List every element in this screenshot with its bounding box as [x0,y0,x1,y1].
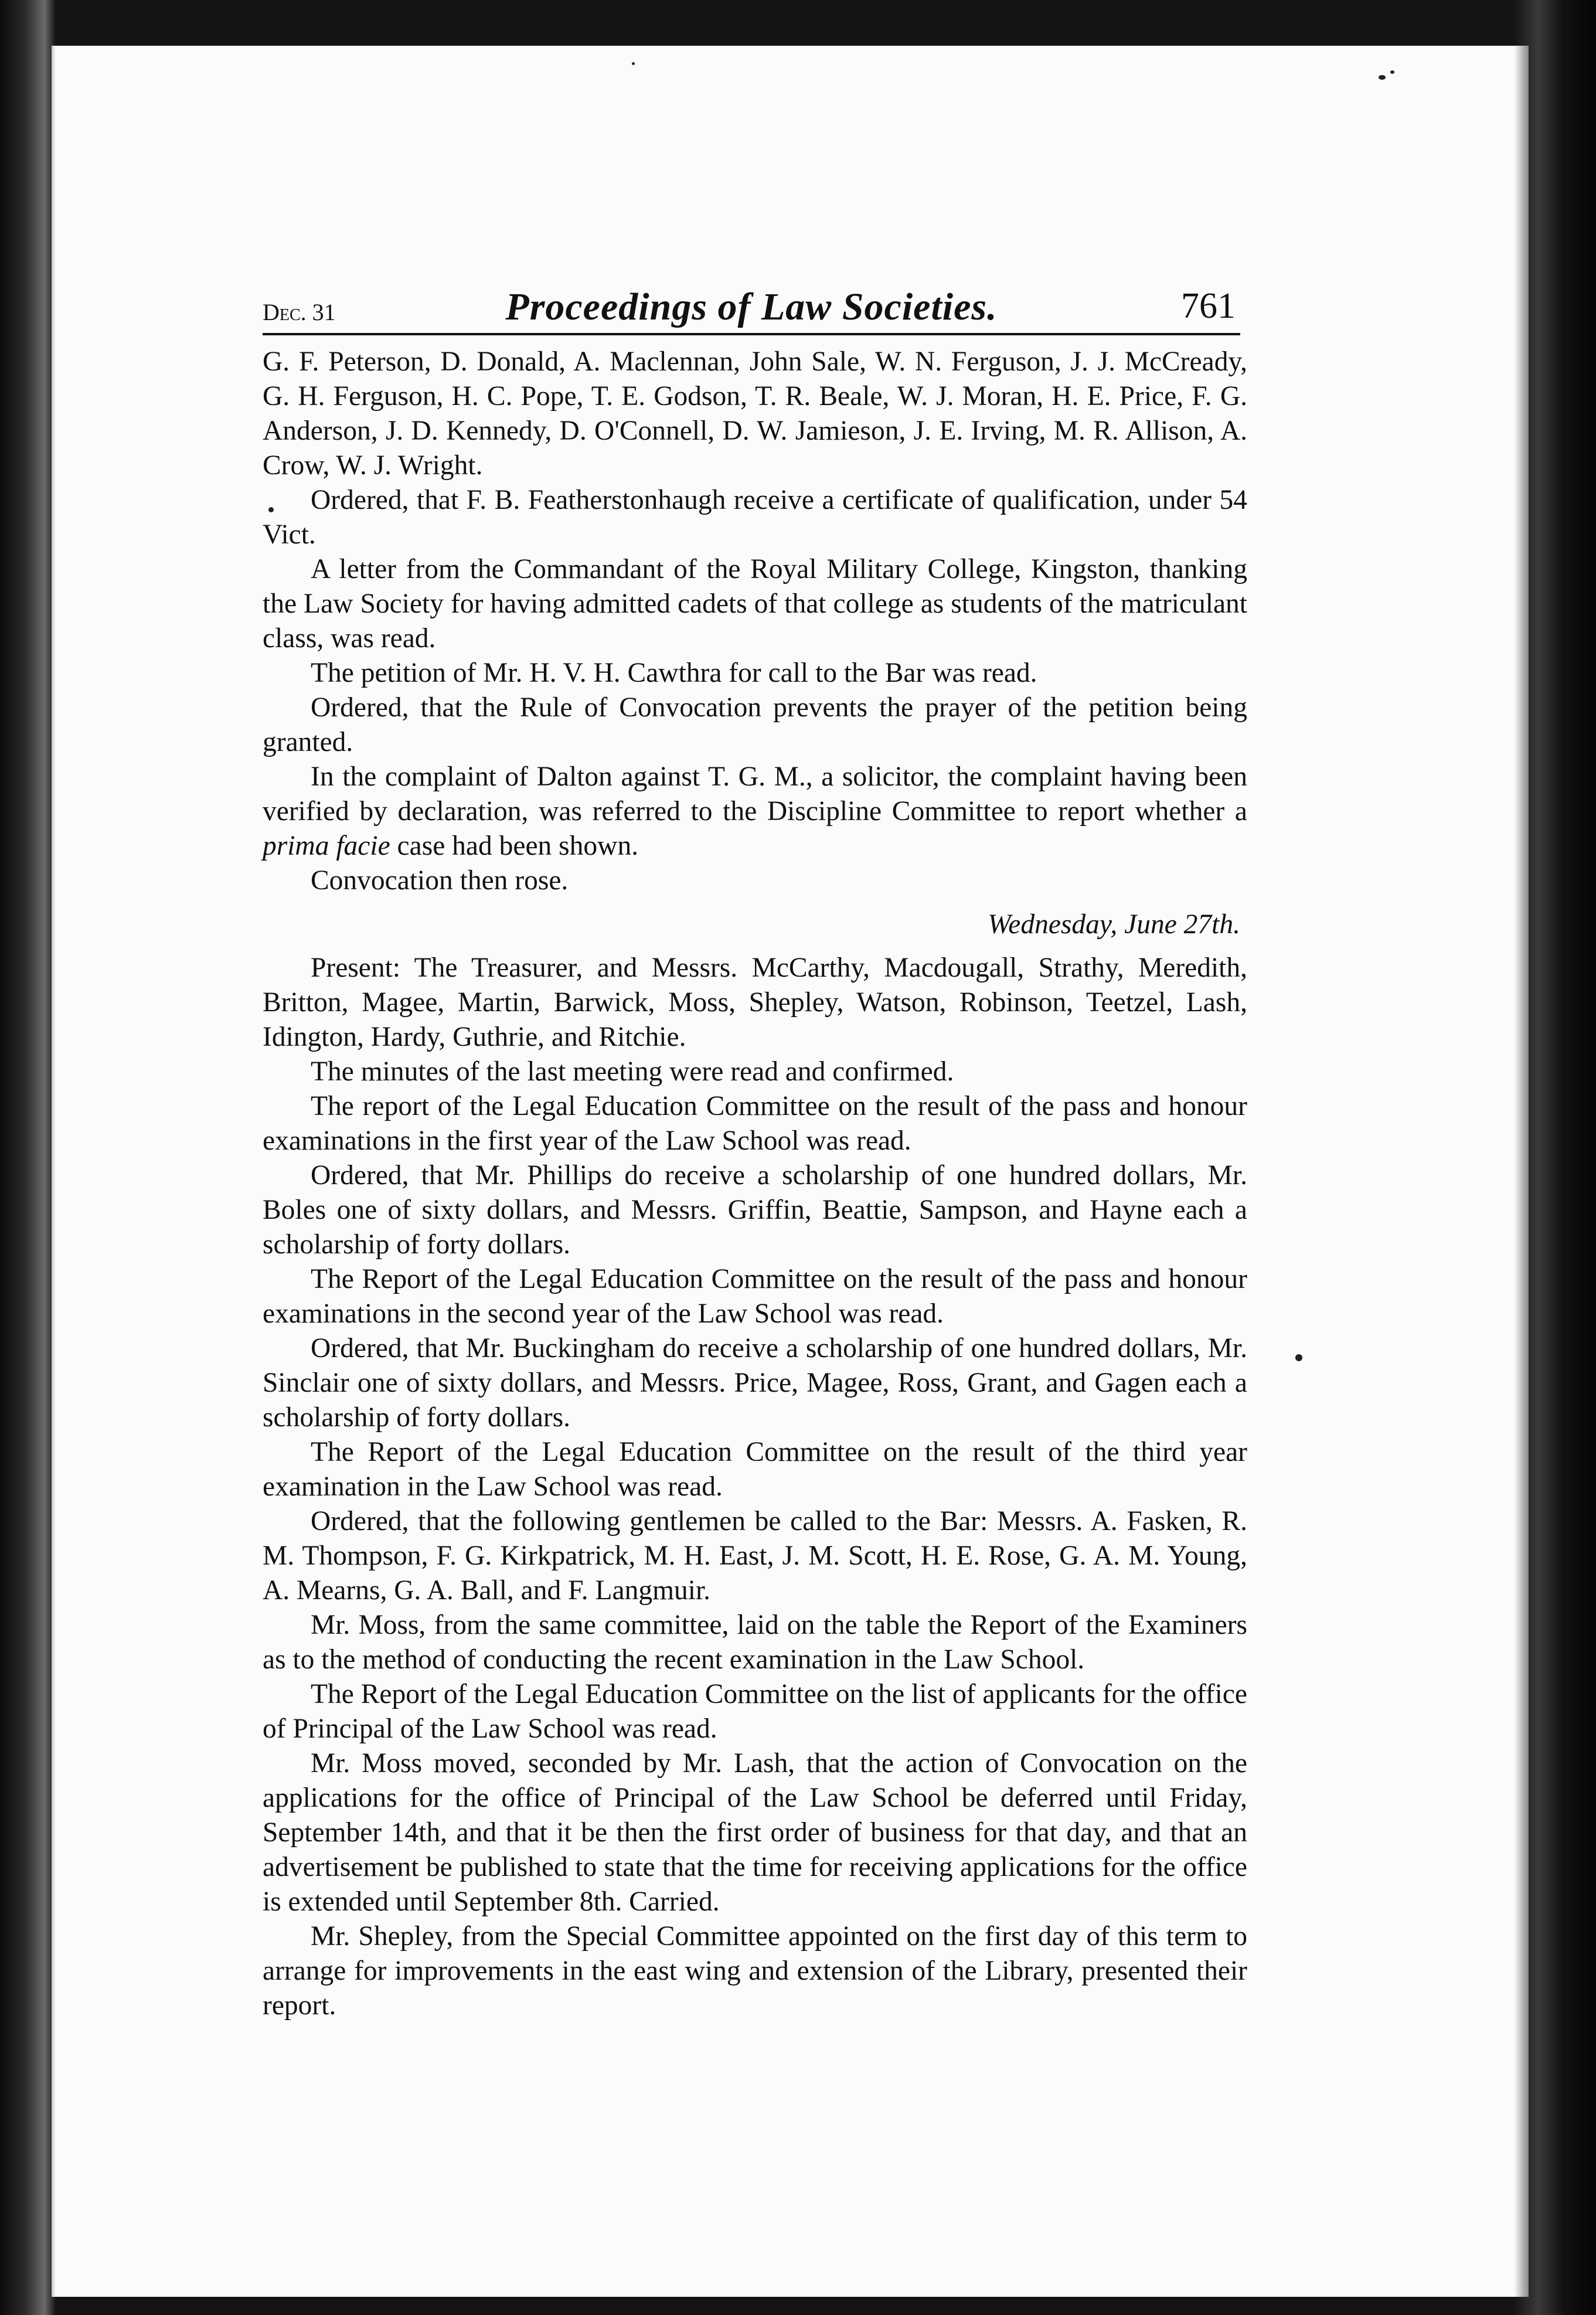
speck-mark [1295,1354,1302,1361]
paragraph-dalton-complaint [263,760,1247,864]
paragraph-convocation-rose: Convocation then rose. [311,865,569,896]
complaint-text-after: case had been shown. [390,831,639,861]
complaint-italic-term: prima facie [263,831,390,861]
paragraph-moss-motion: Mr. Moss moved, seconded by Mr. Lash, that the action of Convocation on the applications for the office of Principal of the Law School be deferred until Friday, September 14th, and that it be then the first order of business for that day, and that an advertisement be published to state that the time for receiving applications for the office is extended until September 8th. Carried. [263,1748,1247,1917]
left-binding-shadow [0,0,56,2315]
paragraph-second-year-scholarships: Ordered, that Mr. Buckingham do receive a scholarship of one hundred dollars, Mr. Sinclair one of sixty dollars, and Messrs. Price, Magee, Ross, Grant, and Gagen each a scholarship of forty dollars. [263,1333,1247,1433]
paragraph-present: Present: The Treasurer, and Messrs. McCarthy, Macdougall, Strathy, Meredith, Britton, Magee, Martin, Barwick, Moss, Shepley, Watson, Robinson, Teetzel, Lash, Idington, Hardy, Guthrie, and Ritchie. [263,953,1247,1052]
paragraph-minutes: The minutes of the last meeting were read and confirmed. [311,1056,954,1087]
paragraph-called-to-bar: Ordered, that the following gentlemen be called to the Bar: Messrs. A. Fasken, R. M. Thompson, F. G. Kirkpatrick, M. H. East, J. M. Scott, H. E. Rose, G. A. M. Young, A. Mearns, G. A. Ball, and F. Langmuir. [263,1506,1247,1606]
header-title: Proceedings of Law Societies. [505,285,998,328]
paragraph-shepley-report: Mr. Shepley, from the Special Committee appointed on the first day of this term to arrange for improvements in the east wing and extension of the Library, presented their report. [263,1921,1247,2021]
header-date: Dec. 31 [263,299,336,325]
complaint-text-before: In the complaint of Dalton against T. G. M., a solicitor, the complaint having been verified by declaration, was referred to the Discipline Committee to report whether a [263,762,1247,827]
speck-mark [1379,75,1386,80]
paragraph-first-year-scholarships: Ordered, that Mr. Phillips do receive a scholarship of one hundred dollars, Mr. Boles one of sixty dollars, and Messrs. Griffin, Beattie, Sampson, and Hayne each a scholarship of forty dollars. [263,1160,1247,1260]
paragraph-second-year-report: The Report of the Legal Education Committee on the result of the pass and honour examinations in the second year of the Law School was read. [263,1264,1247,1329]
paragraph-principal-applicants: The Report of the Legal Education Committee on the list of applicants for the office of Principal of the Law School was read. [263,1679,1247,1744]
speck-mark [1390,70,1394,74]
paragraph-third-year-report: The Report of the Legal Education Committee on the result of the third year examination in the Law School was read. [263,1437,1247,1502]
paragraph-petition-refused: Ordered, that the Rule of Convocation prevents the prayer of the petition being granted. [263,692,1247,757]
speck-mark [632,62,635,65]
paragraph-kingston-letter: A letter from the Commandant of the Royal Military College, Kingston, thanking the Law Society for having admitted cadets of that college as students of the matriculant class, was read. [263,554,1247,654]
date-heading: Wednesday, June 27th. [988,909,1240,940]
paragraph-names-list: G. F. Peterson, D. Donald, A. Maclennan, John Sale, W. N. Ferguson, J. J. McCready, G. H. Ferguson, H. C. Pope, T. E. Godson, T. R. Beale, W. J. Moran, H. E. Price, F. G. Anderson, J. D. Kennedy, D. O'Connell, D. W. Jamieson, J. E. Irving, M. R. Allison, A. Crow, W. J. Wright. [263,346,1247,481]
running-header [263,280,1240,335]
paragraph-first-year-report: The report of the Legal Education Committee on the result of the pass and honour examinations in the first year of the Law School was read. [263,1091,1247,1156]
paragraph-examiners-report: Mr. Moss, from the same committee, laid on the table the Report of the Examiners as to the method of conducting the recent examination in the Law School. [263,1610,1247,1675]
paragraph-cawthra-petition: The petition of Mr. H. V. H. Cawthra for call to the Bar was read. [311,658,1037,688]
page-body [263,345,1247,2023]
page-number: 761 [1181,286,1236,326]
paragraph-featherstonhaugh: Ordered, that F. B. Featherstonhaugh receive a certificate of qualification, under 54 Vict. [263,485,1247,550]
right-page-edge [1514,0,1596,2315]
